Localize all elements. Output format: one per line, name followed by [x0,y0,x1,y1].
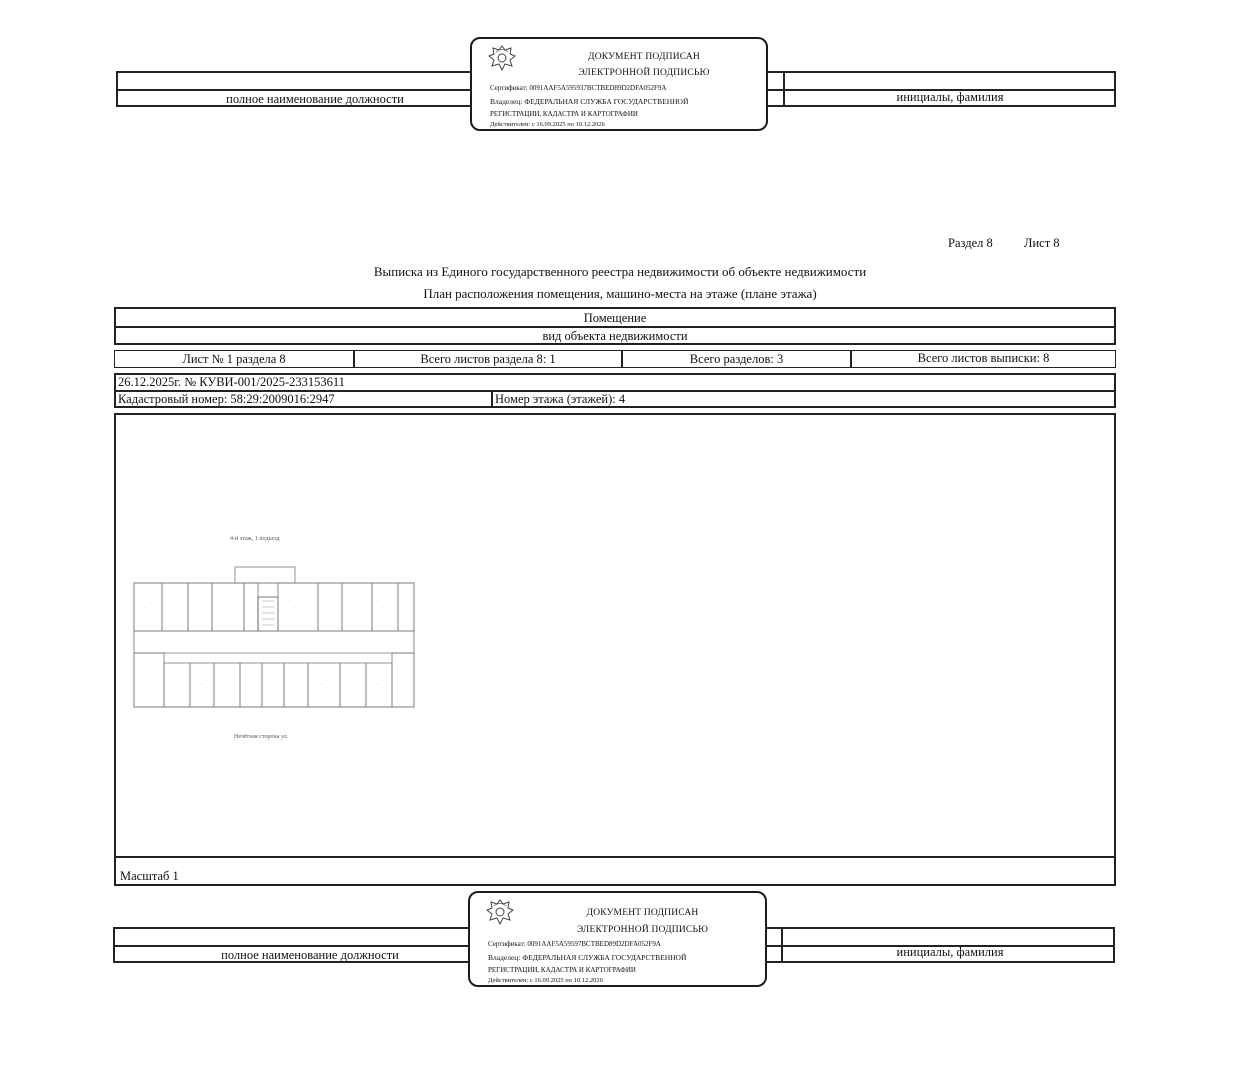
svg-text:·: · [144,605,146,611]
e-signature-stamp [470,37,768,131]
floor-number: Номер этажа (этажей): 4 [495,392,626,406]
svg-text:·: · [376,681,378,687]
sheet-of-section-cell: Лист № 1 раздела 8 [114,350,354,368]
svg-text:·: · [172,605,174,611]
scale-label: Масштаб 1 [120,869,179,883]
document-subtitle: План расположения помещения, машино-места на этаже (плане этажа) [423,286,817,301]
stamp-title: ЭЛЕКТРОННОЙ ПОДПИСЬЮ [576,925,709,935]
stamp-title: ЭЛЕКТРОННОЙ ПОДПИСЬЮ [578,68,710,78]
stamp-owner: Владелец: ФЕДЕРАЛЬНАЯ СЛУЖБА ГОСУДАРСТВЕННОЙ [490,97,689,106]
svg-text:·: · [356,605,358,611]
position-label: полное наименование должности [221,948,399,962]
total-section-sheets-cell: Всего листов раздела 8: 1 [354,350,622,368]
signature-divider [781,927,783,963]
svg-text:·: · [295,605,297,611]
stamp-validity: Действителен: с 16.09.2025 по 10.12.2026 [490,121,605,128]
plan-caption-bottom: Нечётная сторона ул. [234,734,289,740]
cadastral-number: Кадастровый номер: 58:29:2009016:2947 [118,392,335,406]
stamp-owner: Владелец: ФЕДЕРАЛЬНАЯ СЛУЖБА ГОСУДАРСТВЕННОЙ [488,953,687,962]
object-type-value: Помещение [583,311,647,325]
record-divider [491,390,493,407]
stamp-title: ДОКУМЕНТ ПОДПИСАН [586,908,699,918]
name-label: инициалы, фамилия [896,90,1004,104]
svg-text:·: · [200,681,202,687]
floor-plan-drawing [130,565,422,715]
svg-text:·: · [382,605,384,611]
request-date-number: 26.12.2025г. № КУВИ-001/2025-233153611 [118,375,345,389]
e-signature-stamp [468,891,767,987]
stamp-validity: Действителен: с 16.09.2025 по 10.12.2026 [488,977,603,984]
stamp-certificate: Сертификат: 0091AAF5A595937BCTBED89D2DFA052F9A [490,84,667,92]
position-label: полное наименование должности [226,92,404,106]
stamp-title: ДОКУМЕНТ ПОДПИСАН [588,52,700,62]
svg-text:·: · [320,681,322,687]
document-title: Выписка из Единого государственного реестра недвижимости об объекте недвижимости [373,264,867,279]
svg-text:·: · [226,605,228,611]
signature-divider [783,71,785,107]
sheet-number: Лист 8 [1024,236,1060,250]
stamp-certificate: Сертификат: 0091AAF5A59597BCTBED89D2DFA052F9A [488,940,661,948]
total-extract-sheets-cell: Всего листов выписки: 8 [851,350,1116,368]
section-number: Раздел 8 [948,236,993,250]
name-label: инициалы, фамилия [896,945,1004,959]
stamp-owner: РЕГИСТРАЦИИ, КАДАСТРА И КАРТОГРАФИИ [490,110,638,118]
svg-text:·: · [148,679,150,685]
object-type-divider [116,326,1114,328]
plan-caption-top: 4-й этаж, 1 подъезд [230,536,280,542]
stamp-owner: РЕГИСТРАЦИИ, КАДАСТРА И КАРТОГРАФИИ [488,966,636,974]
svg-text:·: · [250,681,252,687]
object-type-label: вид объекта недвижимости [542,329,688,343]
total-sections-cell: Всего разделов: 3 [622,350,851,368]
scale-divider [116,856,1114,858]
